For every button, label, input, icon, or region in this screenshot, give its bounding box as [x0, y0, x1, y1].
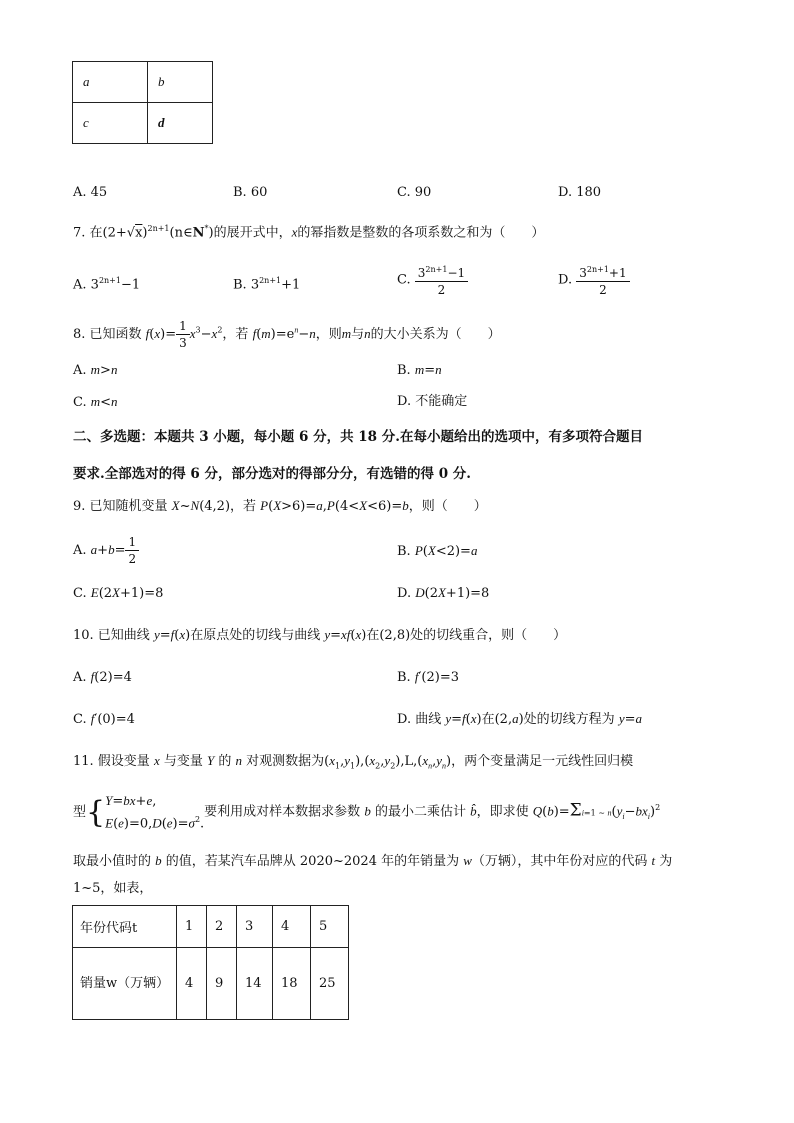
q7-option-c: C. $\frac{3^{2n+1}-1}{2}$: [397, 262, 468, 298]
q10-option-a: A. f(2)=4: [73, 669, 132, 685]
q6-option-c: C. 90: [397, 185, 432, 200]
q6-option-d: D. 180: [558, 185, 602, 200]
q11-line3: 取最小值时的 b 的值，若某汽车品牌从 2020~2024 年的年销量为 w（万辆），其中年份对应的代码 t 为: [73, 853, 673, 869]
q8-option-c: C. m<n: [73, 394, 118, 410]
sales-table-year: 1: [177, 906, 207, 948]
q7-option-d: D. $\frac{3^{2n+1}+1}{2}$: [558, 262, 630, 298]
q10-option-b: B. f′(2)=3: [397, 669, 459, 685]
top-table-cell: c: [73, 103, 148, 144]
q8-stem: 8. 已知函数 f(x)= $\frac{1}{3}$ $x^3-x^2$，若 $f(m)=e^n-n$，则m与n的大小关系为（ ）: [73, 319, 501, 350]
q9-option-a: A. a+b= $\frac{1}{2}$: [73, 534, 139, 567]
sales-table-value: 18: [273, 948, 311, 1020]
sales-table-year: 2: [207, 906, 237, 948]
sales-table-value: 4: [177, 948, 207, 1020]
sales-table-year: 4: [273, 906, 311, 948]
section-heading-line1: 二、多选题：本题共 3 小题，每小题 6 分，共 18 分.在每小题给出的选项中，有多项符合题目: [73, 429, 643, 445]
q11-line2: 型{Y=bx+e, $E(e)=0,D(e)=\sigma^2$.要利用成对样本数据求参数 b 的最小二乘估计 b̂，即求使 Q(b)=Σi=1 ~ $n(y_i-bx_i)^2$: [73, 793, 661, 832]
q7-option-b: B. $3^{2n+1}+1$: [233, 276, 301, 293]
sales-table: [72, 905, 349, 1020]
top-table-cell: b: [148, 62, 213, 103]
top-table: [72, 61, 213, 144]
q7-stem: 7. 在$(2+√x)^{2n+1}(n\in N^*)$的展开式中，x的幂指数是整数的各项系数之和为（ ）: [73, 224, 545, 241]
q11-line4: 1~5，如表，: [73, 881, 153, 896]
sales-table-value: 9: [207, 948, 237, 1020]
sales-table-header-label: 年份代码t: [73, 906, 177, 948]
q8-option-b: B. m=n: [397, 362, 442, 378]
sales-table-value: 25: [311, 948, 349, 1020]
q10-option-c: C. f′(0)=4: [73, 711, 135, 727]
q8-option-a: A. m>n: [73, 362, 118, 378]
q9-option-c: C. E(2X+1)=8: [73, 585, 164, 601]
q9-option-d: D. D(2X+1)=8: [397, 585, 490, 601]
q9-stem: 9. 已知随机变量 X~N(4,2)，若 P(X>6)=a,P(4<X<6)=b，则（ ）: [73, 498, 487, 514]
top-table-cell: d: [148, 103, 213, 144]
sales-table-value: 14: [237, 948, 273, 1020]
top-table-cell: a: [73, 62, 148, 103]
q11-line1: 11. 假设变量 x 与变量 Y 的 n 对观测数据为$(x_1,y_1),(x_2,y_2),L,(x_n,y_n)$，两个变量满足一元线性回归模: [73, 753, 634, 771]
q10-stem: 10. 已知曲线 y=f(x)在原点处的切线与曲线 y=xf(x)在(2,8)处的切线重合，则（ ）: [73, 627, 567, 643]
section-heading-line2: 要求.全部选对的得 6 分，部分选对的得部分分，有选错的得 0 分.: [73, 466, 471, 482]
q6-option-b: B. 60: [233, 185, 268, 200]
q8-option-d: D. 不能确定: [397, 394, 468, 409]
sales-table-year: 5: [311, 906, 349, 948]
q7-option-a: A. $3^{2n+1}-1$: [73, 276, 141, 293]
q6-option-a: A. 45: [73, 185, 108, 200]
sales-table-row-label: 销量w（万辆）: [73, 948, 177, 1020]
q10-option-d: D. 曲线 y=f(x)在(2,a)处的切线方程为 y=a: [397, 711, 642, 727]
q9-option-b: B. P(X<2)=a: [397, 543, 478, 559]
sales-table-year: 3: [237, 906, 273, 948]
